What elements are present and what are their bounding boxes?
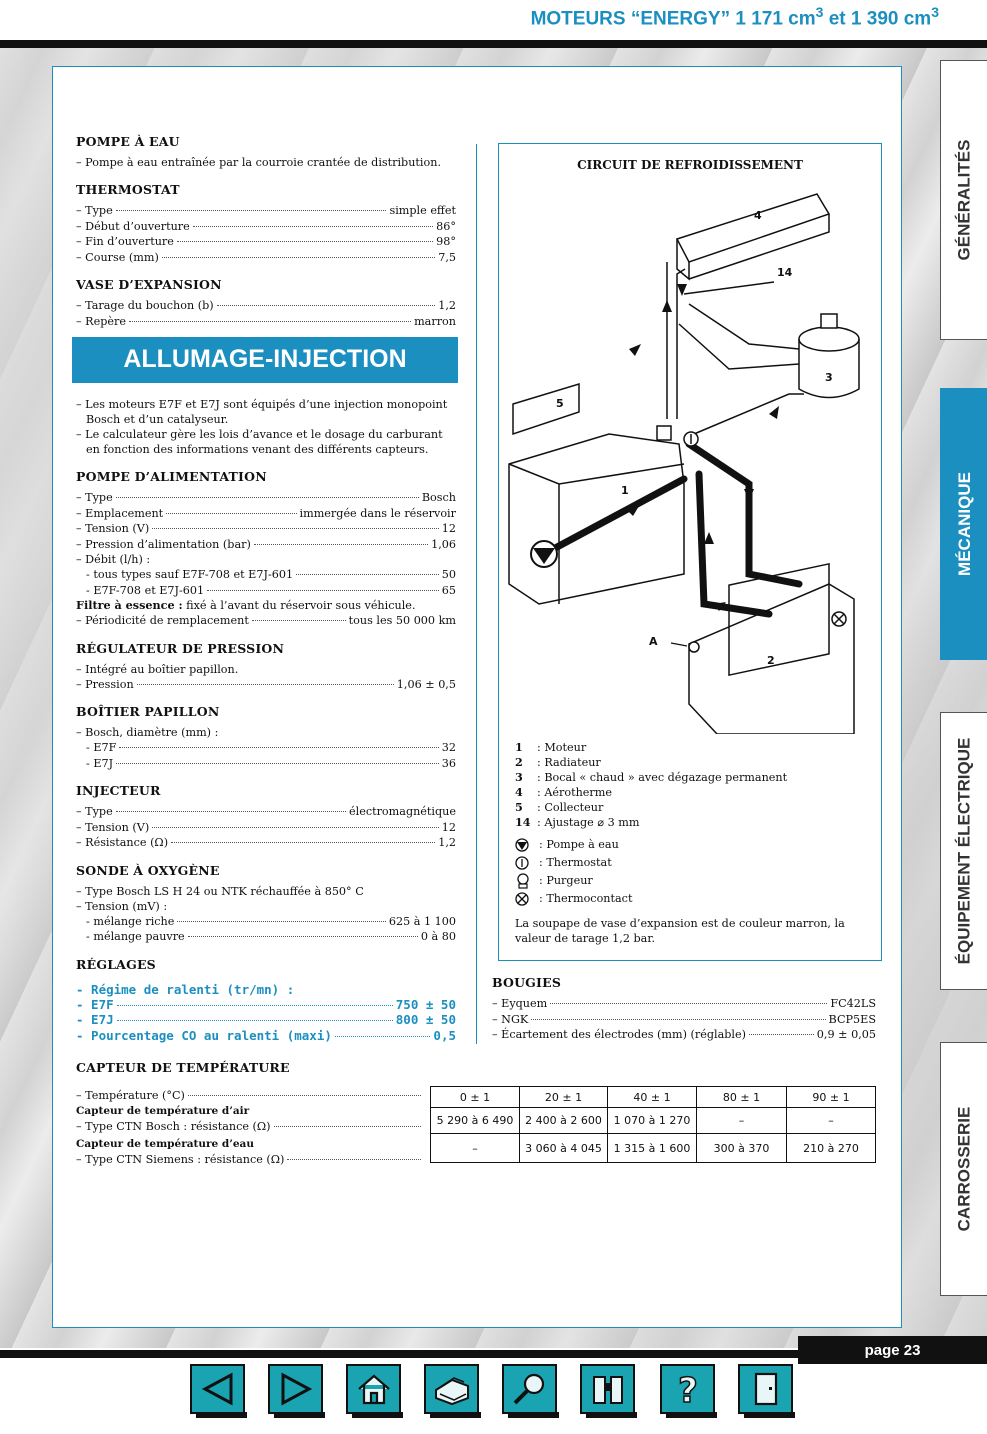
spec-row: - E7J 800 ± 50	[76, 1012, 456, 1027]
help-button[interactable]	[660, 1364, 715, 1414]
reglages-values	[76, 982, 456, 1044]
table-row	[431, 1134, 876, 1163]
section-regulateur	[76, 641, 456, 693]
spec-row: – Résistance (Ω) 1,2	[76, 836, 456, 849]
table-header-row	[431, 1087, 876, 1108]
spec-row: - mélange riche 625 à 1 100	[86, 914, 456, 928]
section-title: RÉGULATEUR DE PRESSION	[76, 640, 285, 656]
spec-row: – Type CTN Bosch : résistance (Ω)	[76, 1119, 424, 1135]
spec-row: – Repère marron	[76, 314, 456, 328]
tab-carrosserie[interactable]: CARROSSERIE	[940, 1042, 987, 1296]
legend-item: 3 : Bocal « chaud » avec dégazage permanent	[515, 770, 788, 784]
diagram-label-5: 5	[556, 397, 564, 410]
section-title: BOUGIES	[492, 975, 562, 990]
exit-button[interactable]	[738, 1364, 793, 1414]
previous-icon	[200, 1372, 236, 1406]
circuit-drawing	[499, 144, 881, 734]
legend-note: La soupape de vase d’expansion est de couleur marron, la valeur de tarage 1,2 bar.	[515, 917, 845, 945]
section-title: VASE D’EXPANSION	[76, 277, 222, 292]
section-title: POMPE D’ALIMENTATION	[76, 469, 267, 484]
cooling-circuit-diagram	[498, 143, 882, 961]
left-column	[76, 134, 456, 1055]
print-icon	[432, 1372, 472, 1406]
paragraph: – Intégré au boîtier papillon.	[76, 662, 239, 676]
spec-row: - E7F 750 ± 50	[76, 996, 456, 1012]
table-cell: 40 ± 1	[608, 1087, 697, 1108]
section-thermostat	[76, 182, 456, 265]
diagram-title: CIRCUIT DE REFROIDISSEMENT	[577, 158, 803, 172]
section-title: BOÎTIER PAPILLON	[76, 704, 220, 719]
capteur-eau-heading: Capteur de température d’eau	[76, 1138, 254, 1150]
bleeder-icon	[657, 426, 671, 440]
page-header-title: MOTEURS “ENERGY” 1 171 $cm^3$ et 1 390 $cm^3$	[530, 4, 939, 30]
paragraph: – Tension (mV) :	[76, 899, 168, 913]
section-title: CAPTEUR DE TEMPÉRATURE	[76, 1060, 290, 1075]
search-button[interactable]	[502, 1364, 557, 1414]
section-reglages	[76, 957, 456, 1044]
help-icon	[670, 1370, 706, 1408]
spec-row: – Pression d’alimentation (bar) 1,06	[76, 537, 456, 551]
section-boitier	[76, 704, 456, 771]
spec-row: – Course (mm) 7,5	[76, 250, 456, 264]
intro-text	[76, 397, 456, 457]
column-divider	[476, 144, 477, 1044]
section-banner: ALLUMAGE-INJECTION	[72, 337, 458, 383]
pump-icon	[515, 837, 539, 853]
table-cell: 20 ± 1	[520, 1087, 608, 1108]
section-vase	[76, 277, 456, 329]
table-cell: 0 ± 1	[431, 1087, 520, 1108]
section-title: RÉGLAGES	[76, 956, 156, 972]
table-cell: 1 070 à 1 270	[608, 1108, 697, 1134]
thermocontact-icon	[515, 891, 539, 907]
paragraph: – Débit (l/h) :	[76, 553, 151, 566]
legend-symbol-item: : Thermocontact	[515, 890, 870, 908]
header-rule	[0, 40, 987, 48]
table-cell: 3 060 à 4 045	[520, 1134, 608, 1163]
diagram-label-1: 1	[621, 484, 629, 497]
home-button[interactable]	[346, 1364, 401, 1414]
legend-item: 4 : Aérotherme	[515, 785, 613, 799]
paragraph: – Le calculateur gère les lois d’avance et le dosage du carburant en fonction des informations venant des différents capteurs.	[76, 428, 443, 456]
temperature-table	[430, 1086, 876, 1163]
spec-row: - E7F-708 et E7J-601 65	[86, 583, 456, 597]
spec-row: – Type électromagnétique	[76, 805, 456, 818]
spec-row: - E7F 32	[86, 741, 456, 754]
table-cell: –	[697, 1108, 787, 1134]
legend-item: 2 : Radiateur	[515, 755, 601, 769]
section-title: INJECTEUR	[76, 783, 161, 798]
page-number: page 23	[798, 1336, 987, 1364]
paragraph: Filtre à essence : fixé à l’avant du réservoir sous véhicule.	[76, 598, 416, 612]
svg-text:?: ?	[677, 1371, 698, 1408]
diagram-label-14: 14	[777, 266, 793, 279]
spec-row: – Eyquem FC42LS	[492, 997, 876, 1010]
home-icon	[355, 1371, 393, 1407]
spec-row: - mélange pauvre 0 à 80	[86, 930, 456, 943]
legend-symbol-item: : Pompe à eau	[515, 836, 870, 854]
table-cell: 300 à 370	[697, 1134, 787, 1163]
spec-row: - E7J 36	[86, 756, 456, 770]
search-icon	[510, 1371, 550, 1407]
capteur-air-heading: Capteur de température d’air	[76, 1104, 250, 1117]
previous-button[interactable]	[190, 1364, 245, 1414]
tab-mecanique[interactable]: MÉCANIQUE	[940, 388, 987, 660]
legend-symbol-item: : Thermostat	[515, 854, 870, 872]
diagram-label-2: 2	[767, 654, 775, 667]
section-title: POMPE À EAU	[76, 134, 180, 149]
tab-generalites[interactable]: GÉNÉRALITÉS	[940, 60, 987, 340]
section-capteur	[76, 1060, 876, 1166]
legend-item: 1 : Moteur	[515, 740, 587, 754]
paragraph: – Pompe à eau entraînée par la courroie crantée de distribution.	[76, 156, 441, 169]
spec-row: – Écartement des électrodes (mm) (réglable) 0,9 ± 0,05	[492, 1028, 876, 1041]
paragraph: – Type Bosch LS H 24 ou NTK réchauffée à 850° C	[76, 884, 364, 898]
table-row	[431, 1108, 876, 1134]
spec-row: – NGK BCP5ES	[492, 1012, 876, 1026]
table-cell: 90 ± 1	[787, 1087, 876, 1108]
diagram-label-a: A	[649, 635, 658, 648]
table-cell: 80 ± 1	[697, 1087, 787, 1108]
spec-row: – Tension (V) 12	[76, 522, 456, 535]
reglages-line: - Régime de ralenti (tr/mn) :	[76, 981, 295, 997]
binoculars-button[interactable]	[580, 1364, 635, 1414]
spec-row: – Fin d’ouverture 98°	[76, 235, 456, 248]
spec-row: – Tension (V) 12	[76, 820, 456, 834]
section-pompe-eau	[76, 134, 456, 170]
section-pompe-alimentation	[76, 469, 456, 629]
diagram-legend	[515, 740, 870, 946]
spec-row: – Emplacement immergée dans le réservoir	[76, 506, 456, 520]
table-cell: 210 à 270	[787, 1134, 876, 1163]
tab-equipement-electrique[interactable]: ÉQUIPEMENT ÉLECTRIQUE	[940, 712, 987, 990]
next-button[interactable]	[268, 1364, 323, 1414]
legend-item: 5 : Collecteur	[515, 800, 604, 814]
spec-row: – Type simple effet	[76, 204, 456, 217]
section-sonde	[76, 863, 456, 945]
paragraph: – Bosch, diamètre (mm) :	[76, 726, 219, 739]
exit-icon	[748, 1370, 784, 1408]
spec-row: – Périodicité de remplacement tous les 50 000 km	[76, 614, 456, 627]
section-bougies	[492, 975, 876, 1043]
legend-symbol-item: : Purgeur	[515, 872, 870, 890]
spec-row: – Pression 1,06 ± 0,5	[76, 677, 456, 691]
table-cell: 5 290 à 6 490	[431, 1108, 520, 1134]
spec-row: - Pourcentage CO au ralenti (maxi) 0,5	[76, 1027, 456, 1043]
diagram-label-3: 3	[825, 371, 833, 384]
paragraph: – Les moteurs E7F et E7J sont équipés d’une injection monopoint Bosch et d’un catalyseur.	[76, 398, 448, 426]
bleeder-icon	[515, 873, 539, 889]
next-icon	[278, 1372, 314, 1406]
diagram-label-4: 4	[754, 209, 762, 222]
spec-row: – Type CTN Siemens : résistance (Ω)	[76, 1152, 424, 1168]
legend-item: 14 : Ajustage ⌀ 3 mm	[515, 815, 640, 829]
spec-row: – Type Bosch	[76, 491, 456, 504]
section-title: THERMOSTAT	[76, 182, 180, 197]
thermocontact-icon	[832, 612, 846, 626]
spec-row: – Tarage du bouchon (b) 1,2	[76, 299, 456, 312]
binoculars-icon	[589, 1371, 627, 1407]
thermostat-icon	[515, 855, 539, 871]
section-injecteur	[76, 783, 456, 851]
capteur-labels	[76, 1088, 424, 1168]
spec-row: – Début d’ouverture 86°	[76, 219, 456, 233]
table-cell: 2 400 à 2 600	[520, 1108, 608, 1134]
table-cell: –	[431, 1134, 520, 1163]
spec-row: - tous types sauf E7F-708 et E7J-601 50	[86, 568, 456, 581]
print-button[interactable]	[424, 1364, 479, 1414]
table-cell: –	[787, 1108, 876, 1134]
table-cell: 1 315 à 1 600	[608, 1134, 697, 1163]
spec-row: – Température (°C)	[76, 1088, 424, 1104]
section-title: SONDE À OXYGÈNE	[76, 862, 220, 878]
